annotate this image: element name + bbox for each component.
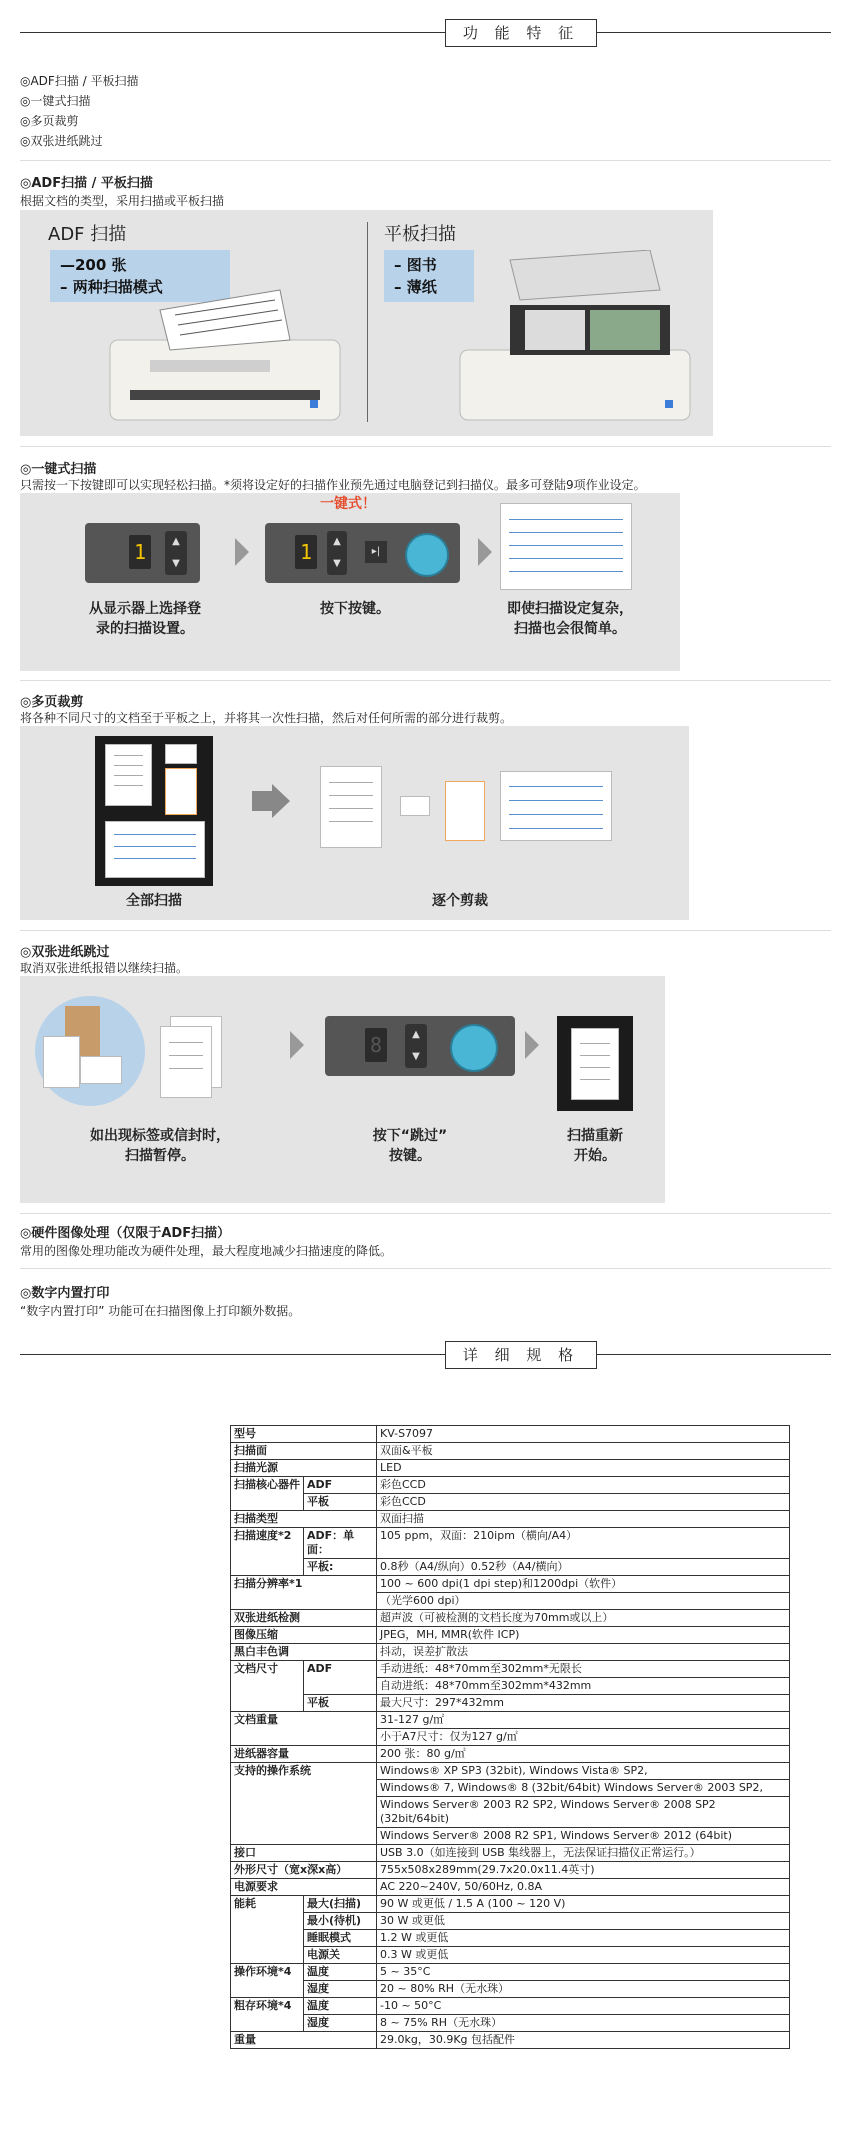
feature-desc-hw: 常用的图像处理功能改为硬件处理，最大程度地减少扫描速度的降低。: [20, 1244, 393, 1258]
spec-key: 外形尺寸（宽x深x高）: [231, 1862, 377, 1879]
spec-value: LED: [377, 1460, 790, 1477]
arrow-right-icon: [525, 1031, 539, 1059]
adf-scanner-image: [100, 270, 360, 430]
spec-key: 文档重量: [231, 1712, 377, 1746]
crop-caption-2: 逐个剪裁: [432, 893, 488, 909]
feature-list-item: ◎ADF扫描 / 平板扫描: [20, 74, 139, 88]
spec-value: 0.3 W 或更低: [377, 1947, 790, 1964]
table-row: [231, 1528, 790, 1559]
double-caption-3: 扫描重新 开始。: [567, 1128, 623, 1164]
onekey-caption-1: 从显示器上选择登 录的扫描设置。: [89, 601, 201, 637]
up-down-keys: ▲ ▼: [327, 531, 347, 575]
adf-bullet: —200 张: [60, 256, 127, 274]
spec-subkey: 温度: [304, 1998, 377, 2015]
spec-key: 扫描类型: [231, 1511, 377, 1528]
spec-value: 0.8秒（A4/纵向）0.52秒（A4/横向）: [377, 1559, 790, 1576]
spec-key: 文档尺寸: [231, 1661, 304, 1712]
spec-value: 小于A7尺寸：仅为127 g/㎡: [377, 1729, 790, 1746]
table-row: [231, 1460, 790, 1477]
lcd-display: 1: [295, 535, 317, 569]
envelope-icon: [80, 1056, 122, 1084]
feature-heading-adf: ◎ADF扫描 / 平板扫描: [20, 176, 153, 191]
spec-key: 重量: [231, 2032, 377, 2049]
table-row: [231, 1845, 790, 1862]
section-title-spec: 详 细 规 格: [445, 1341, 597, 1369]
feature-heading-double: ◎双张进纸跳过: [20, 945, 110, 960]
table-row: [231, 1763, 790, 1780]
onekey-caption-3: 即使扫描设定复杂， 扫描也会很简单。: [507, 601, 633, 637]
skip-button-icon: [450, 1024, 498, 1072]
table-row: [231, 1896, 790, 1913]
table-row: [231, 1627, 790, 1644]
spec-value: Windows Server® 2008 R2 SP1, Windows Server® 2012 (64bit): [377, 1828, 790, 1845]
spec-value: 30 W 或更低: [377, 1913, 790, 1930]
flatbed-bullet: – 图书: [394, 256, 437, 274]
spec-value: -10 ~ 50°C: [377, 1998, 790, 2015]
crop-illustration-panel: [20, 726, 689, 920]
spec-value: 彩色CCD: [377, 1494, 790, 1511]
table-row: [231, 1998, 790, 2015]
arrow-right-icon: [252, 791, 272, 811]
lcd-display: 8: [365, 1028, 387, 1062]
arrow-right-icon: [290, 1031, 304, 1059]
spec-value: USB 3.0（如连接到 USB 集线器上，无法保证扫描仪正常运行。）: [377, 1845, 790, 1862]
feature-list-item: ◎一键式扫描: [20, 94, 91, 108]
separator: [20, 1213, 831, 1214]
spec-subkey: 平板: [304, 1494, 377, 1511]
table-row: [231, 1426, 790, 1443]
adf-scan-title: ADF 扫描: [48, 224, 127, 245]
table-row: [231, 1981, 790, 1998]
feature-list-item: ◎多页裁剪: [20, 114, 79, 128]
spec-key: 操作环境*4: [231, 1964, 304, 1998]
feature-heading-onekey: ◎一键式扫描: [20, 462, 97, 477]
separator: [20, 1268, 831, 1269]
spec-key: 能耗: [231, 1896, 304, 1964]
scanner-panel-device: [265, 523, 460, 583]
start-button-icon: [405, 533, 449, 577]
up-down-keys: ▲ ▼: [405, 1024, 427, 1068]
spec-value: Windows® XP SP3 (32bit), Windows Vista® SP2,: [377, 1763, 790, 1780]
spec-value: 超声波（可被检测的文档长度为70mm或以上）: [377, 1610, 790, 1627]
table-row: [231, 1930, 790, 1947]
scanner-panel-device: [85, 523, 200, 583]
spec-value: AC 220~240V, 50/60Hz, 0.8A: [377, 1879, 790, 1896]
spec-key: 图像压缩: [231, 1627, 377, 1644]
spec-key: 接口: [231, 1845, 377, 1862]
spec-value: 20 ~ 80% RH（无水珠）: [377, 1981, 790, 1998]
spec-value: 彩色CCD: [377, 1477, 790, 1494]
spec-subkey: 湿度: [304, 2015, 377, 2032]
skip-key: ▸|: [365, 541, 387, 563]
onekey-illustration-panel: [20, 493, 680, 671]
spec-value: 90 W 或更低 / 1.5 A (100 ~ 120 V): [377, 1896, 790, 1913]
spec-subkey: 睡眠模式: [304, 1930, 377, 1947]
spec-subkey: ADF：单面：: [304, 1528, 377, 1559]
spec-value: 5 ~ 35°C: [377, 1964, 790, 1981]
table-row: [231, 1661, 790, 1678]
scanner-panel-device: [325, 1016, 515, 1076]
spec-subkey: ADF: [304, 1477, 377, 1494]
document-icon: [43, 1036, 80, 1088]
table-row: [231, 1712, 790, 1729]
lcd-display: 1: [129, 535, 151, 569]
separator: [20, 930, 831, 931]
spec-value: 自动进纸：48*70mm至302mm*432mm: [377, 1678, 790, 1695]
spec-value: KV-S7097: [377, 1426, 790, 1443]
spec-key: 双张进纸检测: [231, 1610, 377, 1627]
feature-heading-hw: ◎硬件图像处理（仅限于ADF扫描）: [20, 1226, 231, 1241]
spec-key: 黑白丰色调: [231, 1644, 377, 1661]
scan-resume-icon: [557, 1016, 633, 1111]
spec-key: 粗存环境*4: [231, 1998, 304, 2032]
feature-desc-double: 取消双张进纸报错以继续扫描。: [20, 961, 189, 975]
spec-key: 扫描核心器件: [231, 1477, 304, 1511]
arrow-right-icon: [478, 538, 492, 566]
spec-value: Windows Server® 2003 R2 SP2, Windows Server® 2008 SP2 (32bit/64bit): [377, 1797, 790, 1828]
spec-value: Windows® 7, Windows® 8 (32bit/64bit) Windows Server® 2003 SP2,: [377, 1780, 790, 1797]
table-row: [231, 1746, 790, 1763]
spec-subkey: 电源关: [304, 1947, 377, 1964]
spec-key: 扫描光源: [231, 1460, 377, 1477]
spec-value: 1.2 W 或更低: [377, 1930, 790, 1947]
spec-value: JPEG，MH, MMR(软件 ICP): [377, 1627, 790, 1644]
separator: [20, 446, 831, 447]
section-divider: [20, 32, 831, 33]
spec-value: 200 张：80 g/㎡: [377, 1746, 790, 1763]
spec-value: 100 ~ 600 dpi(1 dpi step)和1200dpi（软件）: [377, 1576, 790, 1593]
table-row: [231, 1947, 790, 1964]
spec-value: 8 ~ 75% RH（无水珠）: [377, 2015, 790, 2032]
document-icon: [105, 744, 152, 806]
section-divider: [20, 1354, 831, 1355]
scan-settings-sheet-icon: [500, 503, 632, 590]
flatbed-bullet: – 薄纸: [394, 278, 437, 296]
feature-list-item: ◎双张进纸跳过: [20, 134, 103, 148]
cropped-document-icon: [320, 766, 382, 848]
table-row: [231, 2032, 790, 2049]
flatbed-glass: [95, 736, 213, 886]
spec-value: 29.0kg，30.9Kg 包括配件: [377, 2032, 790, 2049]
adf-illustration-panel: [20, 210, 713, 436]
cropped-receipt-icon: [445, 781, 485, 841]
table-row: [231, 1559, 790, 1576]
spec-value: 31-127 g/㎡: [377, 1712, 790, 1729]
feature-heading-crop: ◎多页裁剪: [20, 695, 84, 710]
spec-key: 进纸器容量: [231, 1746, 377, 1763]
up-down-keys: ▲ ▼: [165, 531, 187, 575]
table-row: [231, 1862, 790, 1879]
separator: [20, 160, 831, 161]
spec-subkey: 平板:: [304, 1559, 377, 1576]
feature-desc-imprint: “数字内置打印” 功能可在扫描图像上打印额外数据。: [20, 1304, 301, 1318]
table-row: [231, 1695, 790, 1712]
flatbed-scan-title: 平板扫描: [384, 224, 456, 245]
cropped-card-icon: [400, 796, 430, 816]
table-row: [231, 1610, 790, 1627]
table-row: [231, 1644, 790, 1661]
spec-subkey: 平板: [304, 1695, 377, 1712]
spec-value: 105 ppm，双面：210ipm（横向/A4）: [377, 1528, 790, 1559]
spec-subkey: 最小(待机): [304, 1913, 377, 1930]
spec-value: 双面扫描: [377, 1511, 790, 1528]
section-title-features: 功 能 特 征: [445, 19, 597, 47]
table-row: [231, 2015, 790, 2032]
feature-desc-adf: 根据文档的类型，采用扫描或平板扫描: [20, 194, 225, 208]
receipt-icon: [165, 768, 197, 815]
spec-key: 扫描速度*2: [231, 1528, 304, 1576]
spec-value: 755x508x289mm(29.7x20.0x11.4英寸): [377, 1862, 790, 1879]
spec-value: 双面&平板: [377, 1443, 790, 1460]
card-icon: [165, 744, 197, 764]
feature-heading-imprint: ◎数字内置打印: [20, 1286, 110, 1301]
separator: [20, 680, 831, 681]
spec-table: [230, 1425, 790, 2049]
arrow-right-icon: [235, 538, 249, 566]
spec-key: 扫描分辨率*1: [231, 1576, 377, 1610]
spec-subkey: ADF: [304, 1661, 377, 1695]
flatbed-scanner-image: [450, 250, 700, 430]
crop-caption-1: 全部扫描: [126, 893, 182, 909]
adf-bullet: – 两种扫描模式: [60, 278, 163, 296]
spec-subkey: 温度: [304, 1964, 377, 1981]
spec-value: 抖动，误差扩散法: [377, 1644, 790, 1661]
table-row: [231, 1879, 790, 1896]
spec-value: （光学600 dpi）: [377, 1593, 790, 1610]
feature-desc-crop: 将各种不同尺寸的文档至于平板之上，并将其一次性扫描，然后对任何所需的部分进行裁剪。: [20, 711, 513, 725]
document-stack-icon: [160, 1026, 212, 1098]
feature-desc-onekey: 只需按一下按键即可以实现轻松扫描。*须将设定好的扫描作业预先通过电脑登记到扫描仪。最多可登陆9项作业设定。: [20, 478, 646, 492]
table-row: [231, 1443, 790, 1460]
spec-key: 扫描面: [231, 1443, 377, 1460]
form-icon: [105, 821, 205, 878]
spec-value: 最大尺寸：297*432mm: [377, 1695, 790, 1712]
onekey-caption-2: 按下按键。: [320, 601, 390, 617]
double-caption-1: 如出现标签或信封时， 扫描暂停。: [90, 1128, 230, 1164]
table-row: [231, 1576, 790, 1593]
table-row: [231, 1477, 790, 1494]
table-row: [231, 1511, 790, 1528]
spec-subkey: 最大(扫描): [304, 1896, 377, 1913]
label-envelope-bubble: [35, 996, 145, 1106]
spec-key: 电源要求: [231, 1879, 377, 1896]
spec-key: 支持的操作系统: [231, 1763, 377, 1845]
spec-key: 型号: [231, 1426, 377, 1443]
spec-value: 手动进纸：48*70mm至302mm*无限长: [377, 1661, 790, 1678]
table-row: [231, 1913, 790, 1930]
cropped-form-icon: [500, 771, 612, 841]
double-illustration-panel: [20, 976, 665, 1203]
one-key-badge: 一键式！: [320, 496, 376, 512]
divider-line: [367, 222, 368, 422]
table-row: [231, 1964, 790, 1981]
table-row: [231, 1494, 790, 1511]
double-caption-2: 按下“跳过” 按键。: [372, 1128, 448, 1164]
spec-subkey: 湿度: [304, 1981, 377, 1998]
